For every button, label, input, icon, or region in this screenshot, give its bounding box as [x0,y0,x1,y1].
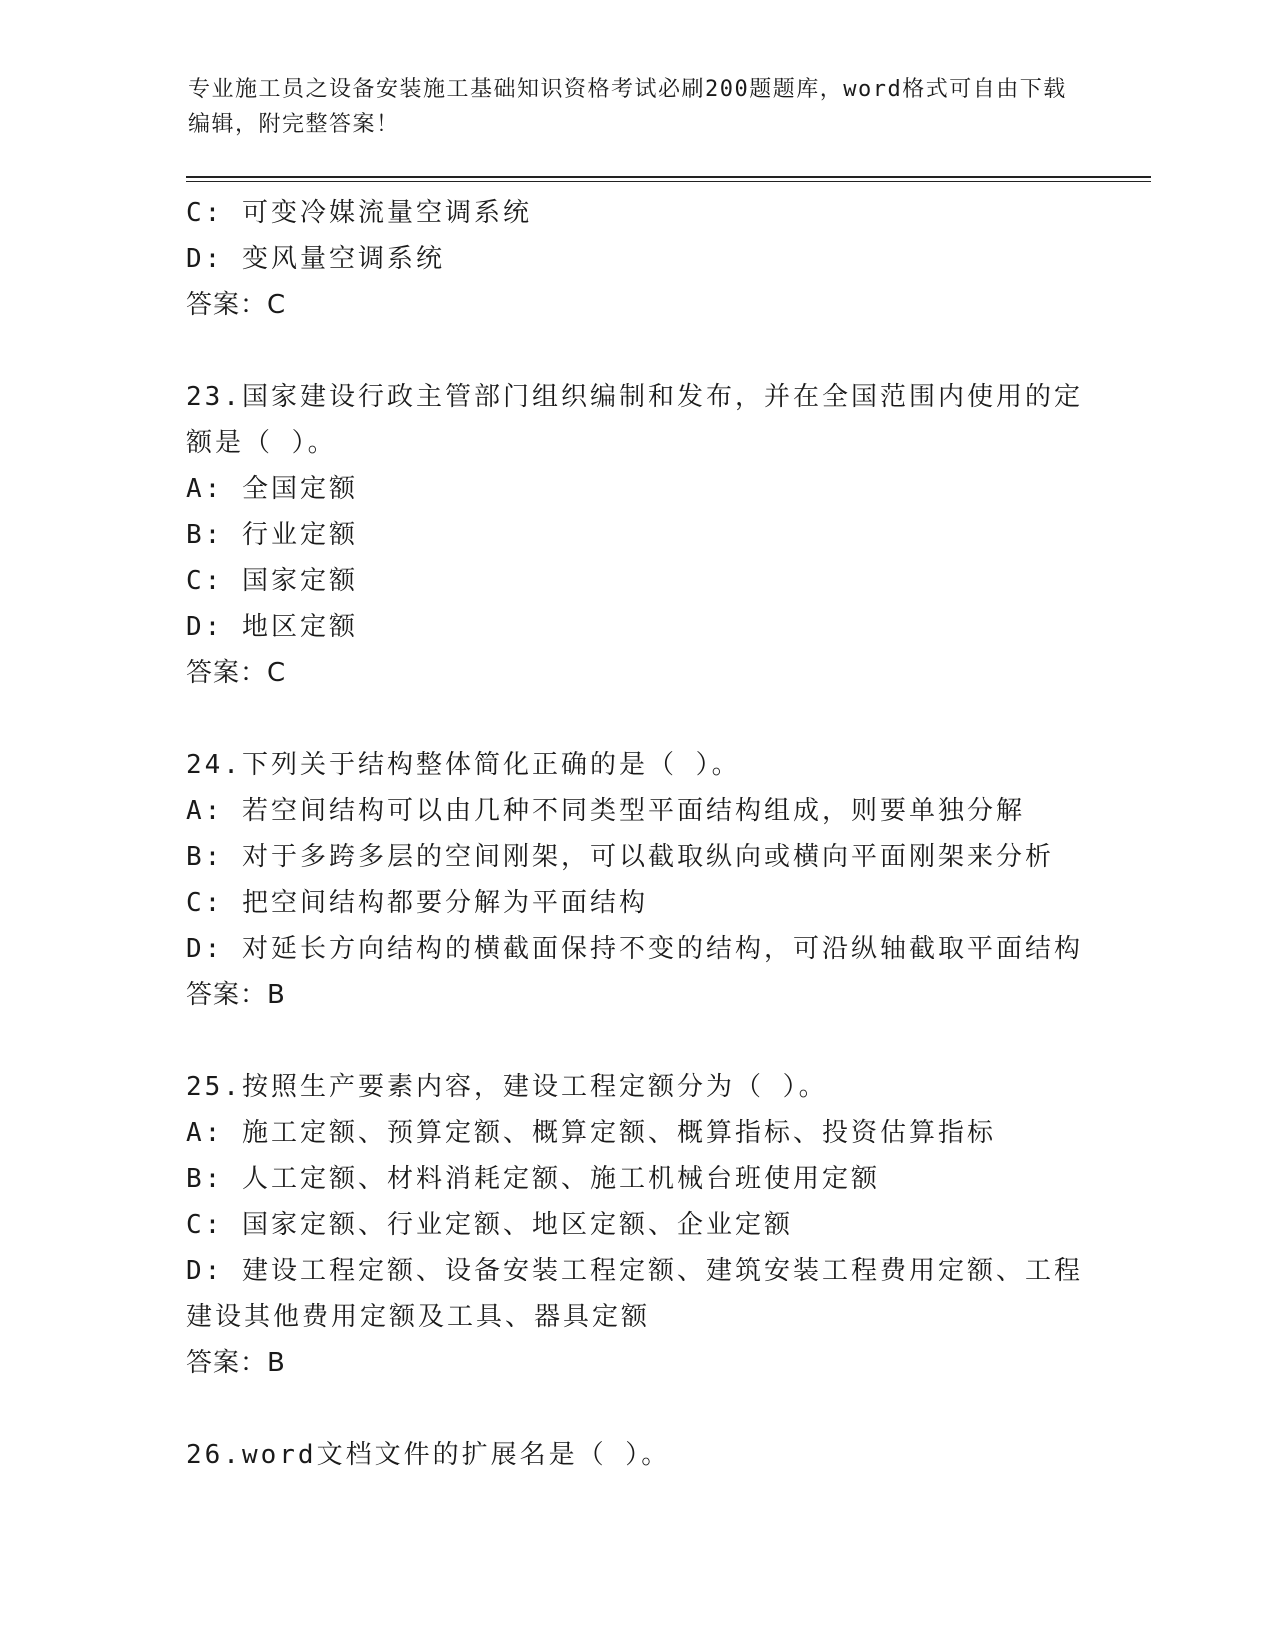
question-stem: 23.国家建设行政主管部门组织编制和发布，并在全国范围内使用的定额是（ ）。 [186,382,1083,458]
answer: 答案：B [186,980,286,1010]
answer: 答案：C [186,658,287,688]
page-header: 专业施工员之设备安装施工基础知识资格考试必刷200题题库，word格式可自由下载编辑，附完整答案！ [188,77,1067,137]
question-stem: 25.按照生产要素内容，建设工程定额分为（ ）。 [186,1072,828,1102]
option-a: A: 若空间结构可以由几种不同类型平面结构组成，则要单独分解 [186,796,1025,826]
option-c: C: 可变冷媒流量空调系统 [186,198,532,228]
question-stem: 24.下列关于结构整体简化正确的是（ ）。 [186,750,741,780]
option-d: D: 变风量空调系统 [186,244,445,274]
question-26 [186,1432,1086,1478]
question-25 [186,1064,1086,1386]
answer: 答案：B [186,1348,286,1378]
option-c: C: 国家定额 [186,566,358,596]
header-rule-thin [186,181,1151,182]
option-c: C: 把空间结构都要分解为平面结构 [186,888,648,918]
option-a: A: 施工定额、预算定额、概算定额、概算指标、投资估算指标 [186,1118,996,1148]
question-22-tail [186,190,1086,328]
option-a: A: 全国定额 [186,474,358,504]
header-rule-thick [186,176,1151,178]
question-stem: 26.word文档文件的扩展名是（ ）。 [186,1440,671,1470]
question-23 [186,374,1086,696]
spacer [186,696,1086,742]
option-c: C: 国家定额、行业定额、地区定额、企业定额 [186,1210,793,1240]
option-b: B: 对于多跨多层的空间刚架，可以截取纵向或横向平面刚架来分析 [186,842,1054,872]
spacer [186,328,1086,374]
answer: 答案：C [186,290,287,320]
option-d: D: 对延长方向结构的横截面保持不变的结构，可沿纵轴截取平面结构 [186,934,1083,964]
spacer [186,1386,1086,1432]
spacer [186,1018,1086,1064]
option-d: D: 建设工程定额、设备安装工程定额、建筑安装工程费用定额、工程建设其他费用定额及工具、器具定额 [186,1256,1083,1332]
option-b: B: 人工定额、材料消耗定额、施工机械台班使用定额 [186,1164,880,1194]
question-list [186,190,1086,1478]
question-24 [186,742,1086,1018]
option-d: D: 地区定额 [186,612,358,642]
option-b: B: 行业定额 [186,520,358,550]
